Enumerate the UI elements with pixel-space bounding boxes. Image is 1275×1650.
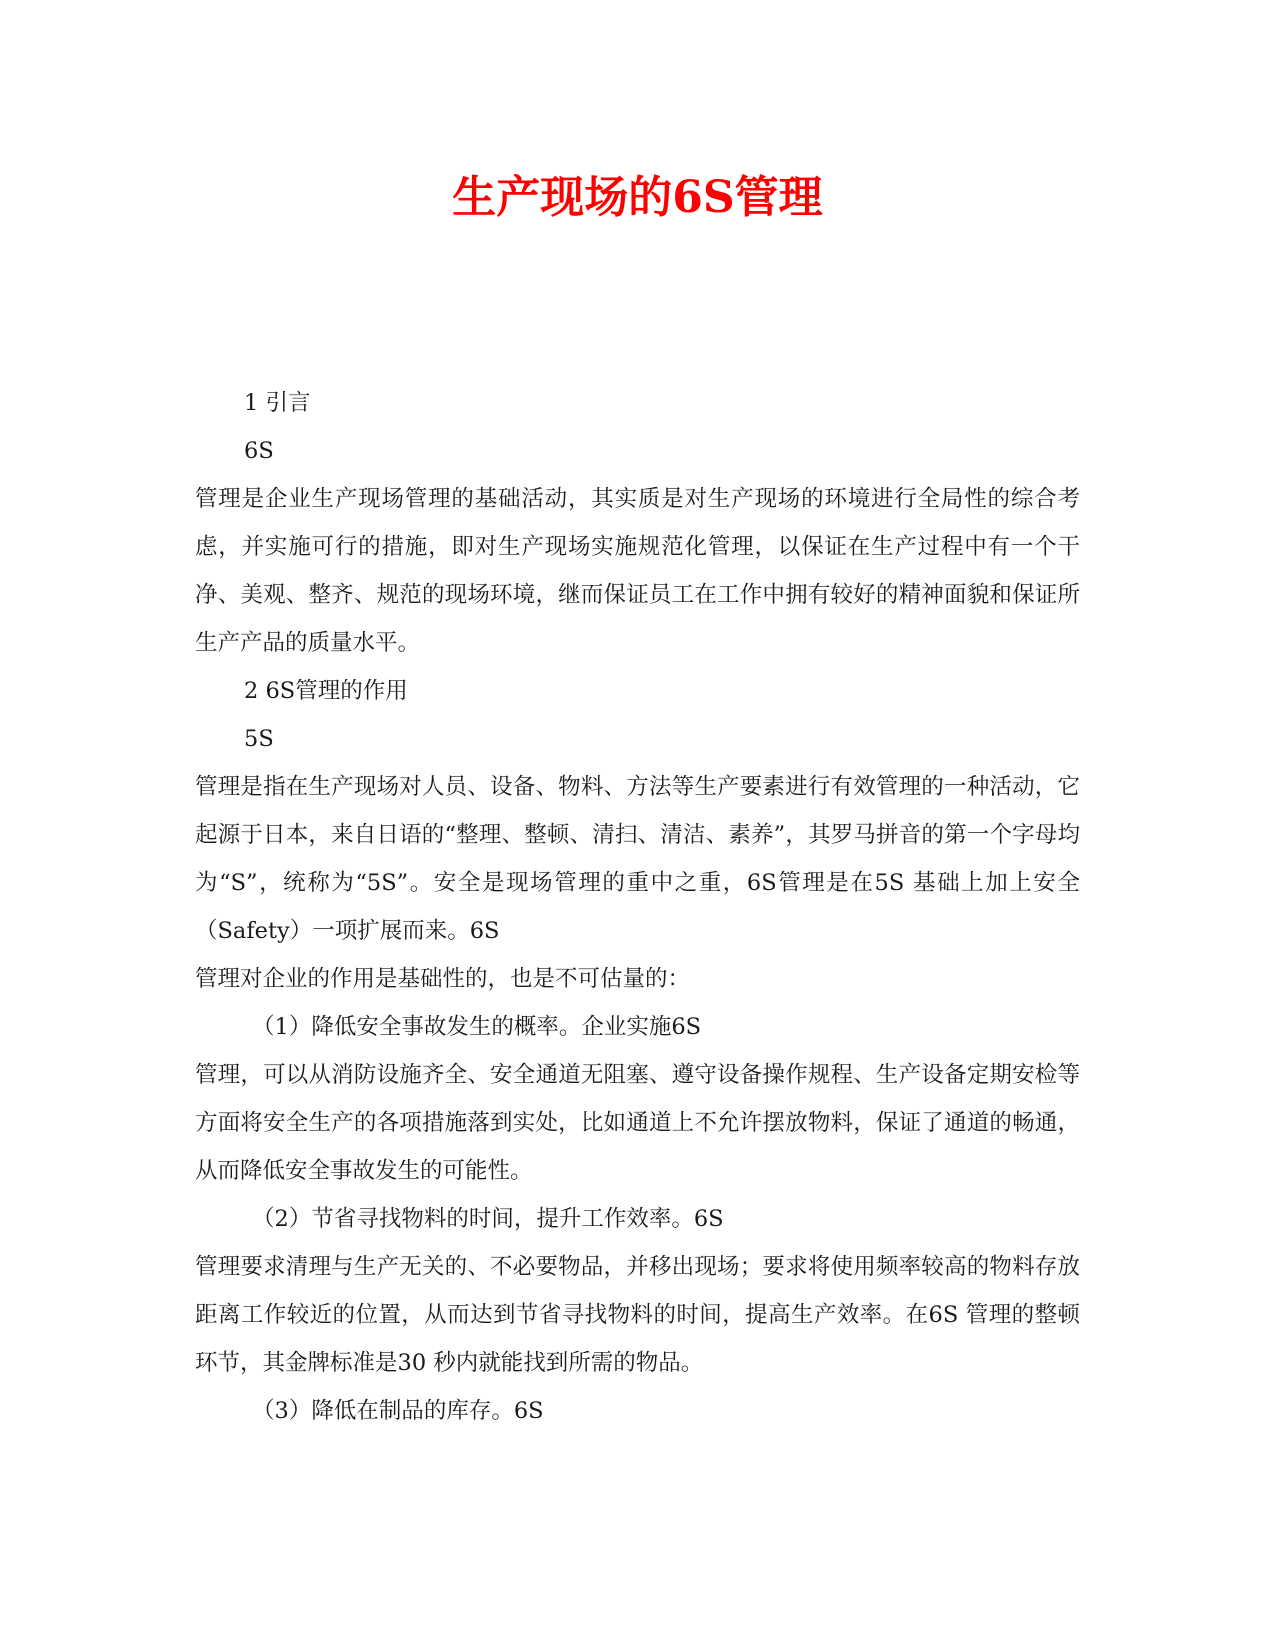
- paragraph-lead: 6S: [244, 438, 274, 464]
- list-item-heading: （3）降低在制品的库存。6S: [252, 1398, 544, 1424]
- list-item-heading: （2）节省寻找物料的时间，提升工作效率。6S: [252, 1206, 724, 1232]
- paragraph: 管理对企业的作用是基础性的，也是不可估量的：: [195, 966, 691, 992]
- section-heading-role: 2 6S管理的作用: [244, 678, 408, 704]
- paragraph: 管理是企业生产现场管理的基础活动，其实质是对生产现场的环境进行全局性的综合考虑，并实施可行的措施，即对生产现场实施规范化管理，以保证在生产过程中有一个干净、美观、整齐、规范的现场环境，继而保证员工在工作中拥有较好的精神面貌和保证所生产产品的质量水平。: [195, 486, 1080, 656]
- paragraph: 管理要求清理与生产无关的、不必要物品，并移出现场；要求将使用频率较高的物料存放距离工作较近的位置，从而达到节省寻找物料的时间，提高生产效率。在6S 管理的整顿环节，其金牌标准是30 秒内就能找到所需的物品。: [195, 1254, 1080, 1376]
- document-body: [195, 379, 1080, 1435]
- paragraph: 管理是指在生产现场对人员、设备、物料、方法等生产要素进行有效管理的一种活动，它起源于日本，来自日语的“整理、整顿、清扫、清洁、素养”，其罗马拼音的第一个字母均为“S”，统称为“5S”。安全是现场管理的重中之重，6S管理是在5S 基础上加上安全（Safety）一项扩展而来。6S: [195, 774, 1080, 944]
- document-title: 生产现场的6S管理: [452, 172, 823, 223]
- list-item-heading: （1）降低安全事故发生的概率。企业实施6S: [252, 1014, 702, 1040]
- section-heading-intro: 1 引言: [244, 390, 311, 416]
- paragraph-lead: 5S: [244, 726, 274, 752]
- paragraph: 管理，可以从消防设施齐全、安全通道无阻塞、遵守设备操作规程、生产设备定期安检等方面将安全生产的各项措施落到实处，比如通道上不允许摆放物料，保证了通道的畅通，从而降低安全事故发生的可能性。: [195, 1062, 1080, 1184]
